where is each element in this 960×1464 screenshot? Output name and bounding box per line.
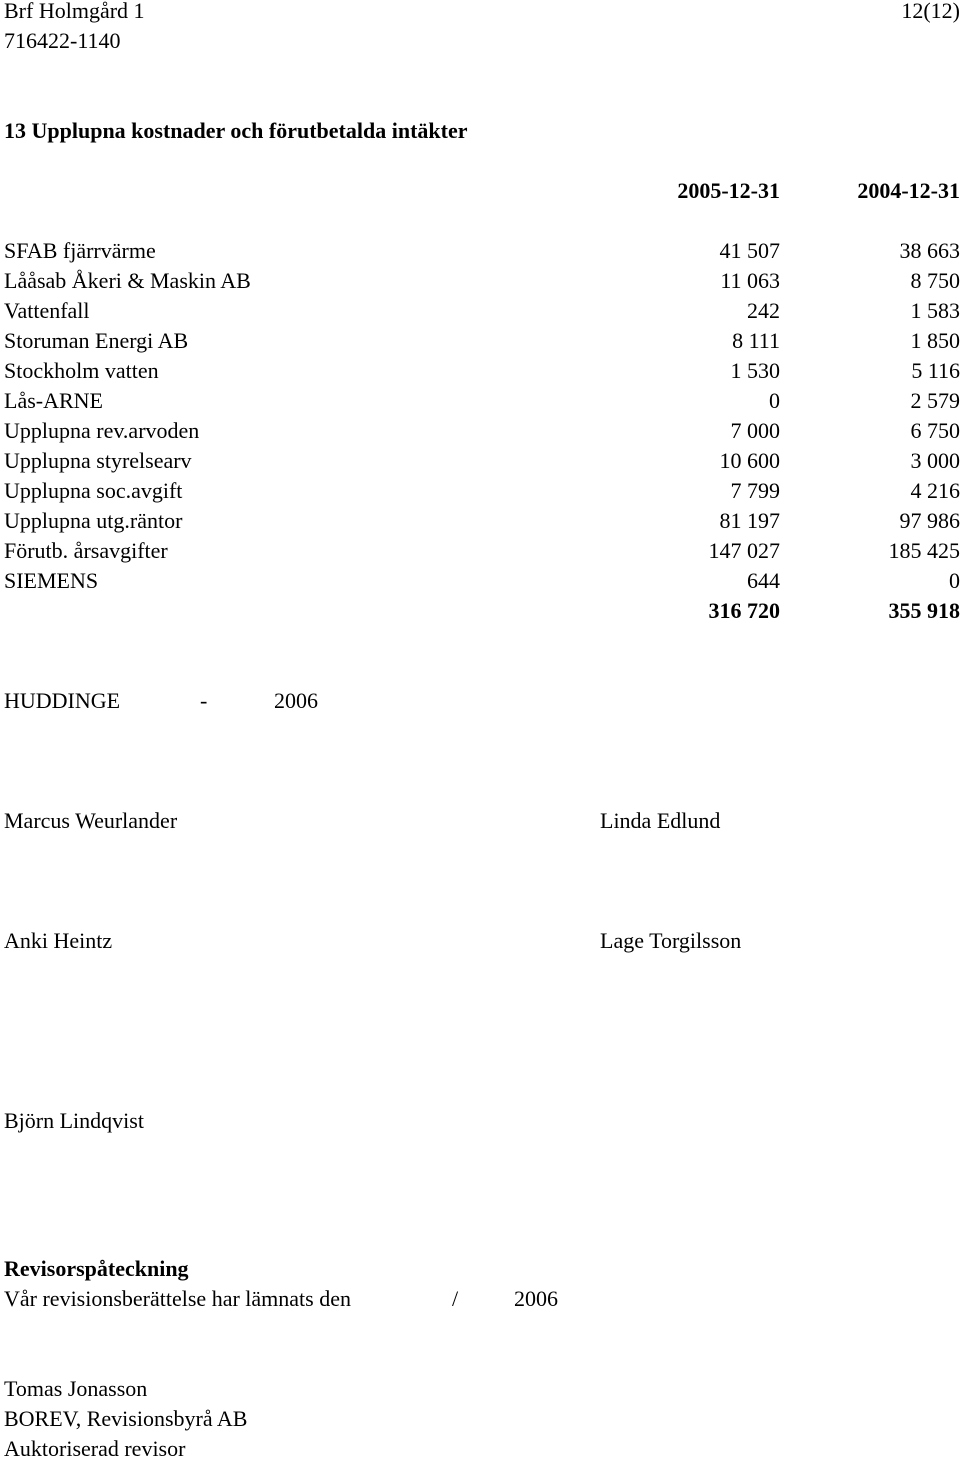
row-value-2005: 11 063 <box>720 268 780 293</box>
accrued-expenses-table <box>0 236 960 596</box>
signature-name: Anki Heintz <box>4 928 113 953</box>
total-value-2005: 316 720 <box>708 598 780 623</box>
row-value-2005: 10 600 <box>719 448 780 473</box>
row-value-2005: 0 <box>769 388 780 413</box>
row-label: Lååsab Åkeri & Maskin AB <box>4 268 251 293</box>
row-value-2005: 7 799 <box>730 478 780 503</box>
row-value-2004: 1 583 <box>910 298 960 323</box>
audit-statement <box>4 1284 558 1314</box>
row-value-2004: 97 986 <box>899 508 960 533</box>
row-label: Upplupna styrelsearv <box>4 448 192 473</box>
table-row <box>0 416 960 446</box>
table-row <box>0 326 960 356</box>
row-value-2004: 5 116 <box>911 358 960 383</box>
signature-name: Linda Edlund <box>600 808 721 833</box>
row-label: Stockholm vatten <box>4 358 159 383</box>
row-label: Storuman Energi AB <box>4 328 189 353</box>
table-row <box>0 476 960 506</box>
row-value-2004: 3 000 <box>910 448 960 473</box>
table-row <box>0 236 960 266</box>
organization-number: 716422-1140 <box>4 28 121 53</box>
row-label: Lås-ARNE <box>4 388 103 413</box>
row-value-2004: 8 750 <box>910 268 960 293</box>
row-value-2004: 4 216 <box>910 478 960 503</box>
row-label: Upplupna utg.räntor <box>4 508 183 533</box>
row-value-2005: 644 <box>747 568 780 593</box>
row-label: Förutb. årsavgifter <box>4 538 168 563</box>
total-value-2004: 355 918 <box>888 598 960 623</box>
table-row <box>0 536 960 566</box>
row-value-2005: 81 197 <box>719 508 780 533</box>
audit-date-year: 2006 <box>514 1286 558 1311</box>
table-row <box>0 506 960 536</box>
signature-name: Marcus Weurlander <box>4 808 178 833</box>
row-value-2004: 185 425 <box>888 538 960 563</box>
note-title: 13 Upplupna kostnader och förutbetalda intäkter <box>4 118 468 143</box>
row-label: SFAB fjärrvärme <box>4 238 156 263</box>
audit-date-slash: / <box>452 1286 459 1311</box>
place-date-dash: - <box>200 688 208 713</box>
column-header-2005: 2005-12-31 <box>677 178 780 203</box>
table-row <box>0 386 960 416</box>
row-value-2005: 8 111 <box>732 328 780 353</box>
row-label: Upplupna rev.arvoden <box>4 418 200 443</box>
row-label: Upplupna soc.avgift <box>4 478 183 503</box>
row-label: SIEMENS <box>4 568 99 593</box>
row-value-2004: 6 750 <box>910 418 960 443</box>
row-value-2005: 1 530 <box>730 358 780 383</box>
page-number: 12(12) <box>901 0 960 23</box>
auditor-title: Auktoriserad revisor <box>4 1436 186 1461</box>
place-date-year: 2006 <box>274 688 318 713</box>
table-row <box>0 566 960 596</box>
column-header-2004: 2004-12-31 <box>857 178 960 203</box>
table-row <box>0 266 960 296</box>
audit-title: Revisorspåteckning <box>4 1256 189 1281</box>
table-row <box>0 446 960 476</box>
row-value-2004: 2 579 <box>910 388 960 413</box>
place-date-line <box>4 686 318 716</box>
row-value-2005: 7 000 <box>730 418 780 443</box>
row-value-2005: 147 027 <box>708 538 780 563</box>
table-column-headers <box>0 176 960 206</box>
organization-name: Brf Holmgård 1 <box>4 0 145 23</box>
auditor-name: Tomas Jonasson <box>4 1376 148 1401</box>
row-value-2005: 242 <box>747 298 780 323</box>
table-row <box>0 296 960 326</box>
table-total-row <box>0 596 960 626</box>
row-value-2004: 0 <box>949 568 960 593</box>
signature-name: Lage Torgilsson <box>600 928 742 953</box>
place-city: HUDDINGE <box>4 688 121 713</box>
row-label: Vattenfall <box>4 298 90 323</box>
row-value-2004: 38 663 <box>899 238 960 263</box>
auditor-firm: BOREV, Revisionsbyrå AB <box>4 1406 248 1431</box>
table-row <box>0 356 960 386</box>
audit-sentence: Vår revisionsberättelse har lämnats den <box>4 1286 351 1311</box>
signature-name: Björn Lindqvist <box>4 1108 144 1133</box>
row-value-2005: 41 507 <box>719 238 780 263</box>
row-value-2004: 1 850 <box>910 328 960 353</box>
